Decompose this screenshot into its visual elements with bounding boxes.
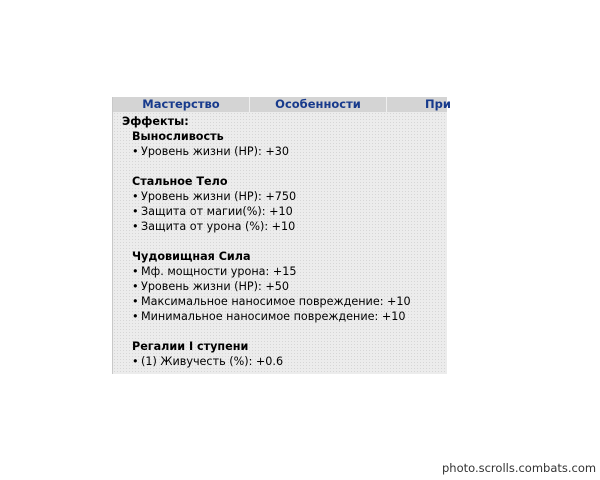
bullet-icon: • — [132, 280, 139, 293]
effect-group-title: Чудовищная Сила — [132, 250, 251, 263]
bullet-icon: • — [132, 220, 139, 233]
effects-panel — [112, 97, 451, 374]
effect-item-text: Уровень жизни (HP): +30 — [141, 145, 289, 158]
bullet-icon: • — [132, 355, 139, 368]
effect-item-text: Минимальное наносимое повреждение: +10 — [141, 310, 406, 323]
bullet-icon: • — [132, 295, 139, 308]
effect-item — [132, 219, 447, 234]
effect-item — [132, 204, 447, 219]
effect-item-text: Защита от урона (%): +10 — [141, 220, 296, 233]
tab-features[interactable]: Особенности — [250, 97, 387, 112]
effect-item — [132, 294, 447, 309]
effect-item-text: Максимальное наносимое повреждение: +10 — [141, 295, 411, 308]
effect-item-text: (1) Живучесть (%): +0.6 — [141, 355, 284, 368]
effect-group-monstrous-strength — [132, 249, 447, 324]
bullet-icon: • — [132, 145, 139, 158]
effect-item-text: Защита от магии(%): +10 — [141, 205, 293, 218]
bullet-icon: • — [132, 190, 139, 203]
effect-group-endurance — [132, 129, 447, 159]
tab-bar — [113, 97, 451, 112]
effect-group-title: Регалии I ступени — [132, 340, 249, 353]
effects-header: Эффекты: — [122, 115, 189, 128]
bullet-icon: • — [132, 310, 139, 323]
effect-item — [132, 279, 447, 294]
watermark-text: photo.scrolls.combats.com — [442, 461, 597, 475]
effect-group-title: Выносливость — [132, 130, 224, 143]
effect-item — [132, 144, 447, 159]
tab-mastery[interactable]: Мастерство — [113, 97, 250, 112]
effect-item-text: Мф. мощности урона: +15 — [141, 265, 297, 278]
effect-item — [132, 309, 447, 324]
effect-item-text: Уровень жизни (HP): +750 — [141, 190, 297, 203]
effects-content — [113, 114, 447, 369]
bullet-icon: • — [132, 265, 139, 278]
effect-item — [132, 354, 447, 369]
effect-item-text: Уровень жизни (HP): +50 — [141, 280, 289, 293]
bullet-icon: • — [132, 205, 139, 218]
effect-group-regalia — [132, 339, 447, 369]
effect-item — [132, 189, 447, 204]
effect-item — [132, 264, 447, 279]
effect-group-steel-body — [132, 174, 447, 234]
effect-group-title: Стальное Тело — [132, 175, 228, 188]
tab-third[interactable]: При — [425, 97, 451, 111]
